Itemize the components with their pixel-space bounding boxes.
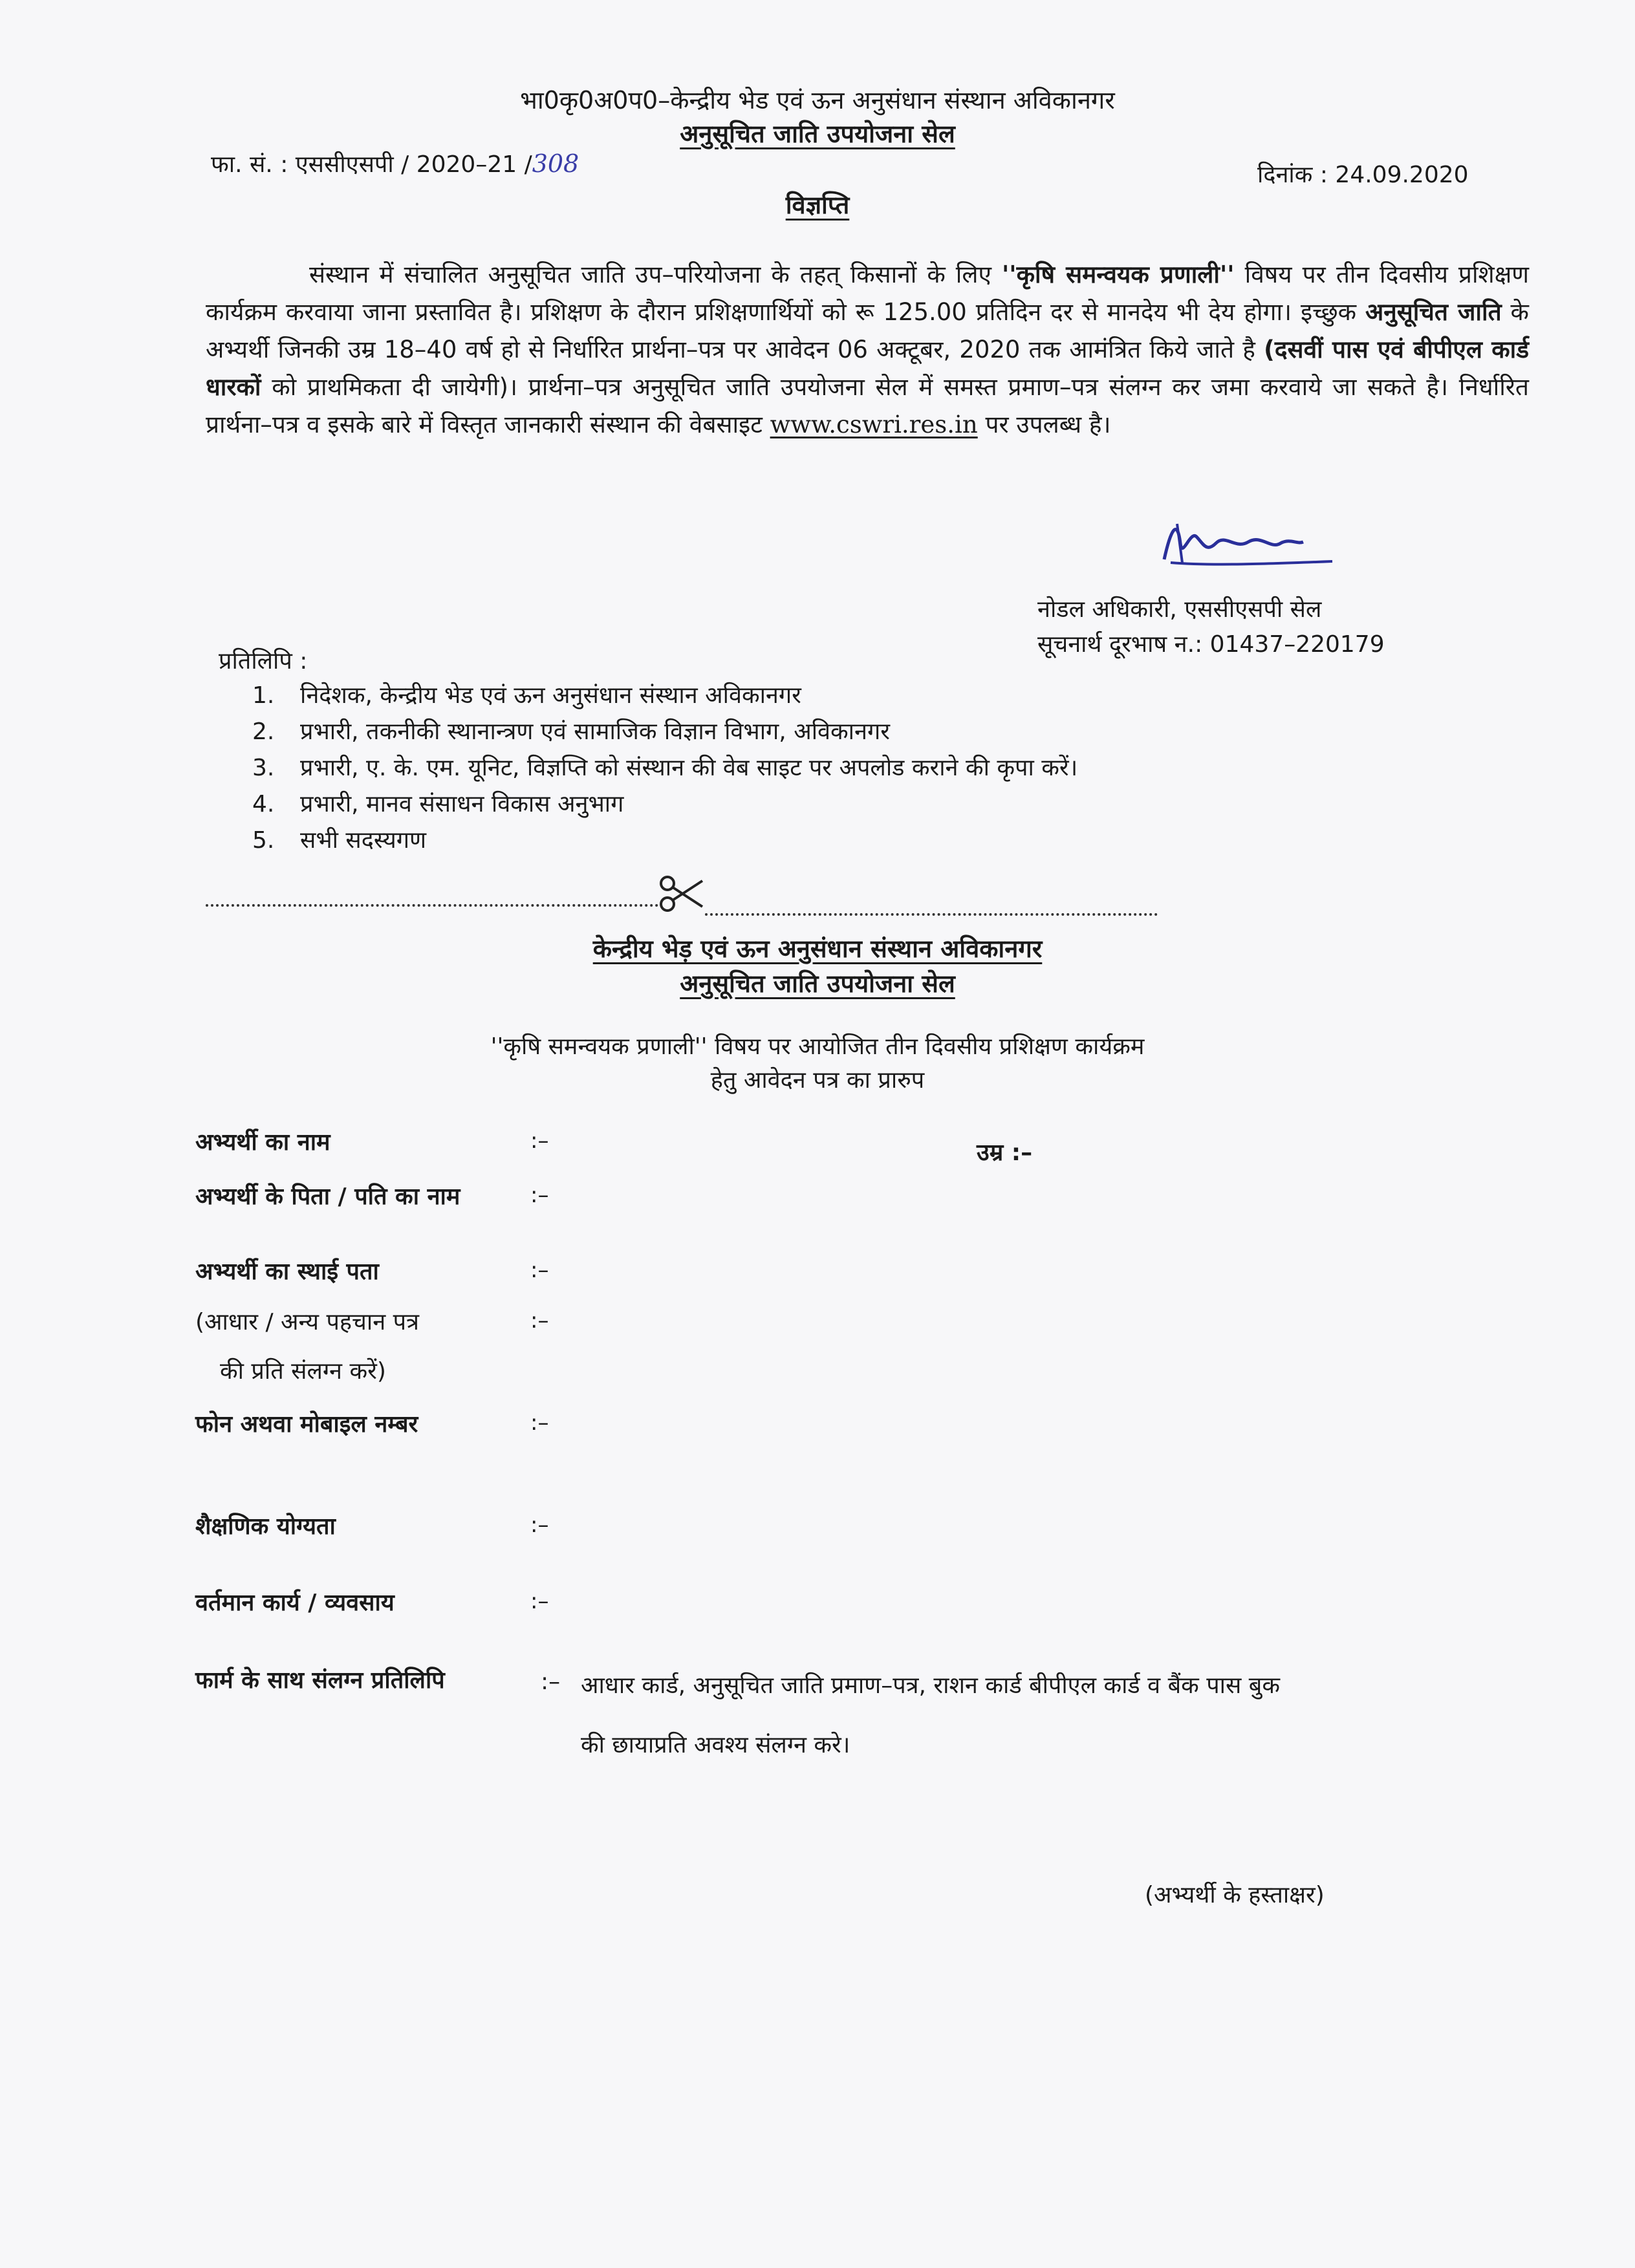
field-attachments-value-1: आधार कार्ड, अनुसूचित जाति प्रमाण–पत्र, राशन कार्ड बीपीएल कार्ड व बैंक पास बुक [581, 1672, 1280, 1699]
notice-text-1: संस्थान में संचालित अनुसूचित जाति उप–परियोजना के तहत् किसानों के लिए [309, 261, 1002, 288]
field-phone-colon: :– [530, 1410, 549, 1436]
copy-to-label: प्रतिलिपि : [219, 648, 308, 675]
field-attachments-colon: :– [541, 1669, 561, 1695]
notice-title: विज्ञप्ति [785, 191, 850, 219]
field-phone-label: फोन अथवा मोबाइल नम्बर [195, 1411, 418, 1438]
field-name-label: अभ्यर्थी का नाम [195, 1129, 330, 1156]
date [1257, 158, 1469, 189]
copy-to-item: 5. सभी सदस्यगण [252, 827, 427, 854]
form-cell-title: अनुसूचित जाति उपयोजना सेल [680, 969, 955, 998]
field-id-note-2: की प्रति संलग्न करें) [220, 1358, 386, 1385]
form-institute-title: केन्द्रीय भेड़ एवं ऊन अनुसंधान संस्थान अविकानगर [592, 934, 1043, 963]
form-subject-line-1: ''कृषि समन्वयक प्रणाली'' विषय पर आयोजित तीन दिवसीय प्रशिक्षण कार्यक्रम [490, 1033, 1145, 1060]
signatory-designation: नोडल अधिकारी, एससीएसपी सेल [1037, 596, 1322, 623]
cell-header: अनुसूचित जाति उपयोजना सेल [680, 120, 955, 148]
field-id-note-1: (आधार / अन्य पहचान पत्र [195, 1309, 419, 1335]
officer-signature [1151, 504, 1345, 576]
copy-to-item: 2. प्रभारी, तकनीकी स्थानान्त्रण एवं सामाजिक विज्ञान विभाग, अविकानगर [252, 718, 890, 745]
file-number [211, 147, 579, 179]
field-father-label: अभ्यर्थी के पिता / पति का नाम [195, 1183, 460, 1210]
signatory-phone: सूचनार्थ दूरभाष न.: 01437–220179 [1037, 631, 1385, 658]
field-age-label: उम्र :– [977, 1139, 1033, 1166]
field-occupation-colon: :– [530, 1588, 549, 1614]
date-label: दिनांक : [1257, 162, 1328, 188]
field-address-label: अभ्यर्थी का स्थाई पता [195, 1258, 379, 1285]
notice-body [206, 256, 1529, 444]
file-number-label: फा. सं. : एससीएसपी / 2020–21 / [211, 151, 532, 178]
file-number-handwritten: 308 [532, 149, 579, 178]
cut-line-right [705, 913, 1158, 916]
form-subject-line-2: हेतु आवेदन पत्र का प्रारुप [710, 1067, 925, 1094]
notice-text-3: के अभ्यर्थी जिनकी उम्र 18–40 वर्ष हो से निर्धारित प्रार्थना–पत्र पर आवेदन 06 अक्टूबर, 2020 तक आमंत्रित किये जाते है [206, 298, 1529, 363]
scissors-icon [658, 874, 705, 913]
notice-text-4: को प्राथमिकता दी जायेगी)। प्रार्थना–पत्र अनुसूचित जाति उपयोजना सेल में समस्त प्रमाण–पत्र संलग्न कर जमा करवाये जा सकते है। निर्धारित प्रार्थना–पत्र व इसके बारे में विस्तृत जानकारी संस्थान की वेबसाइट [206, 373, 1529, 438]
field-attachments-label: फार्म के साथ संलग्न प्रतिलिपि [195, 1667, 445, 1694]
copy-to-item: 1. निदेशक, केन्द्रीय भेड एवं ऊन अनुसंधान संस्थान अविकानगर [252, 682, 801, 709]
cut-line-left [206, 904, 658, 907]
field-id-colon: :– [530, 1308, 549, 1334]
notice-text-2: विषय पर तीन दिवसीय प्रशिक्षण कार्यक्रम करवाया जाना प्रस्तावित है। प्रशिक्षण के दौरान प्रशिक्षणार्थियों को रू 125.00 प्रतिदिन दर से मानदेय भी देय होगा। इच्छुक [206, 261, 1530, 326]
field-address-colon: :– [530, 1257, 549, 1283]
notice-caste-bold: अनुसूचित जाति [1365, 298, 1502, 326]
field-father-colon: :– [530, 1182, 549, 1208]
copy-to-item: 4. प्रभारी, मानव संसाधन विकास अनुभाग [252, 791, 624, 817]
notice-subject-bold: ''कृषि समन्वयक प्रणाली'' [1001, 261, 1235, 288]
copy-to-item: 3. प्रभारी, ए. के. एम. यूनिट, विज्ञप्ति को संस्थान की वेब साइट पर अपलोड कराने की कृपा करें। [252, 755, 1078, 781]
date-value: 24.09.2020 [1335, 162, 1469, 188]
notice-text-5: पर उपलब्ध है। [977, 411, 1111, 438]
field-name-colon: :– [530, 1128, 549, 1154]
copy-to-list [252, 678, 1077, 859]
field-education-label: शैक्षणिक योग्यता [195, 1513, 336, 1540]
notice-priority-bold: (दसवीं पास एवं बीपीएल कार्ड धारकों [206, 336, 1529, 401]
institute-header: भा0कृ0अ0प0–केन्द्रीय भेड एवं ऊन अनुसंधान संस्थान अविकानगर [520, 86, 1115, 114]
field-attachments-value-2: की छायाप्रति अवश्य संलग्न करे। [581, 1732, 850, 1758]
field-occupation-label: वर्तमान कार्य / व्यवसाय [195, 1590, 395, 1616]
applicant-signature-label: (अभ्यर्थी के हस्ताक्षर) [1145, 1882, 1325, 1908]
website-link[interactable]: www.cswri.res.in [770, 411, 978, 438]
field-education-colon: :– [530, 1512, 549, 1538]
